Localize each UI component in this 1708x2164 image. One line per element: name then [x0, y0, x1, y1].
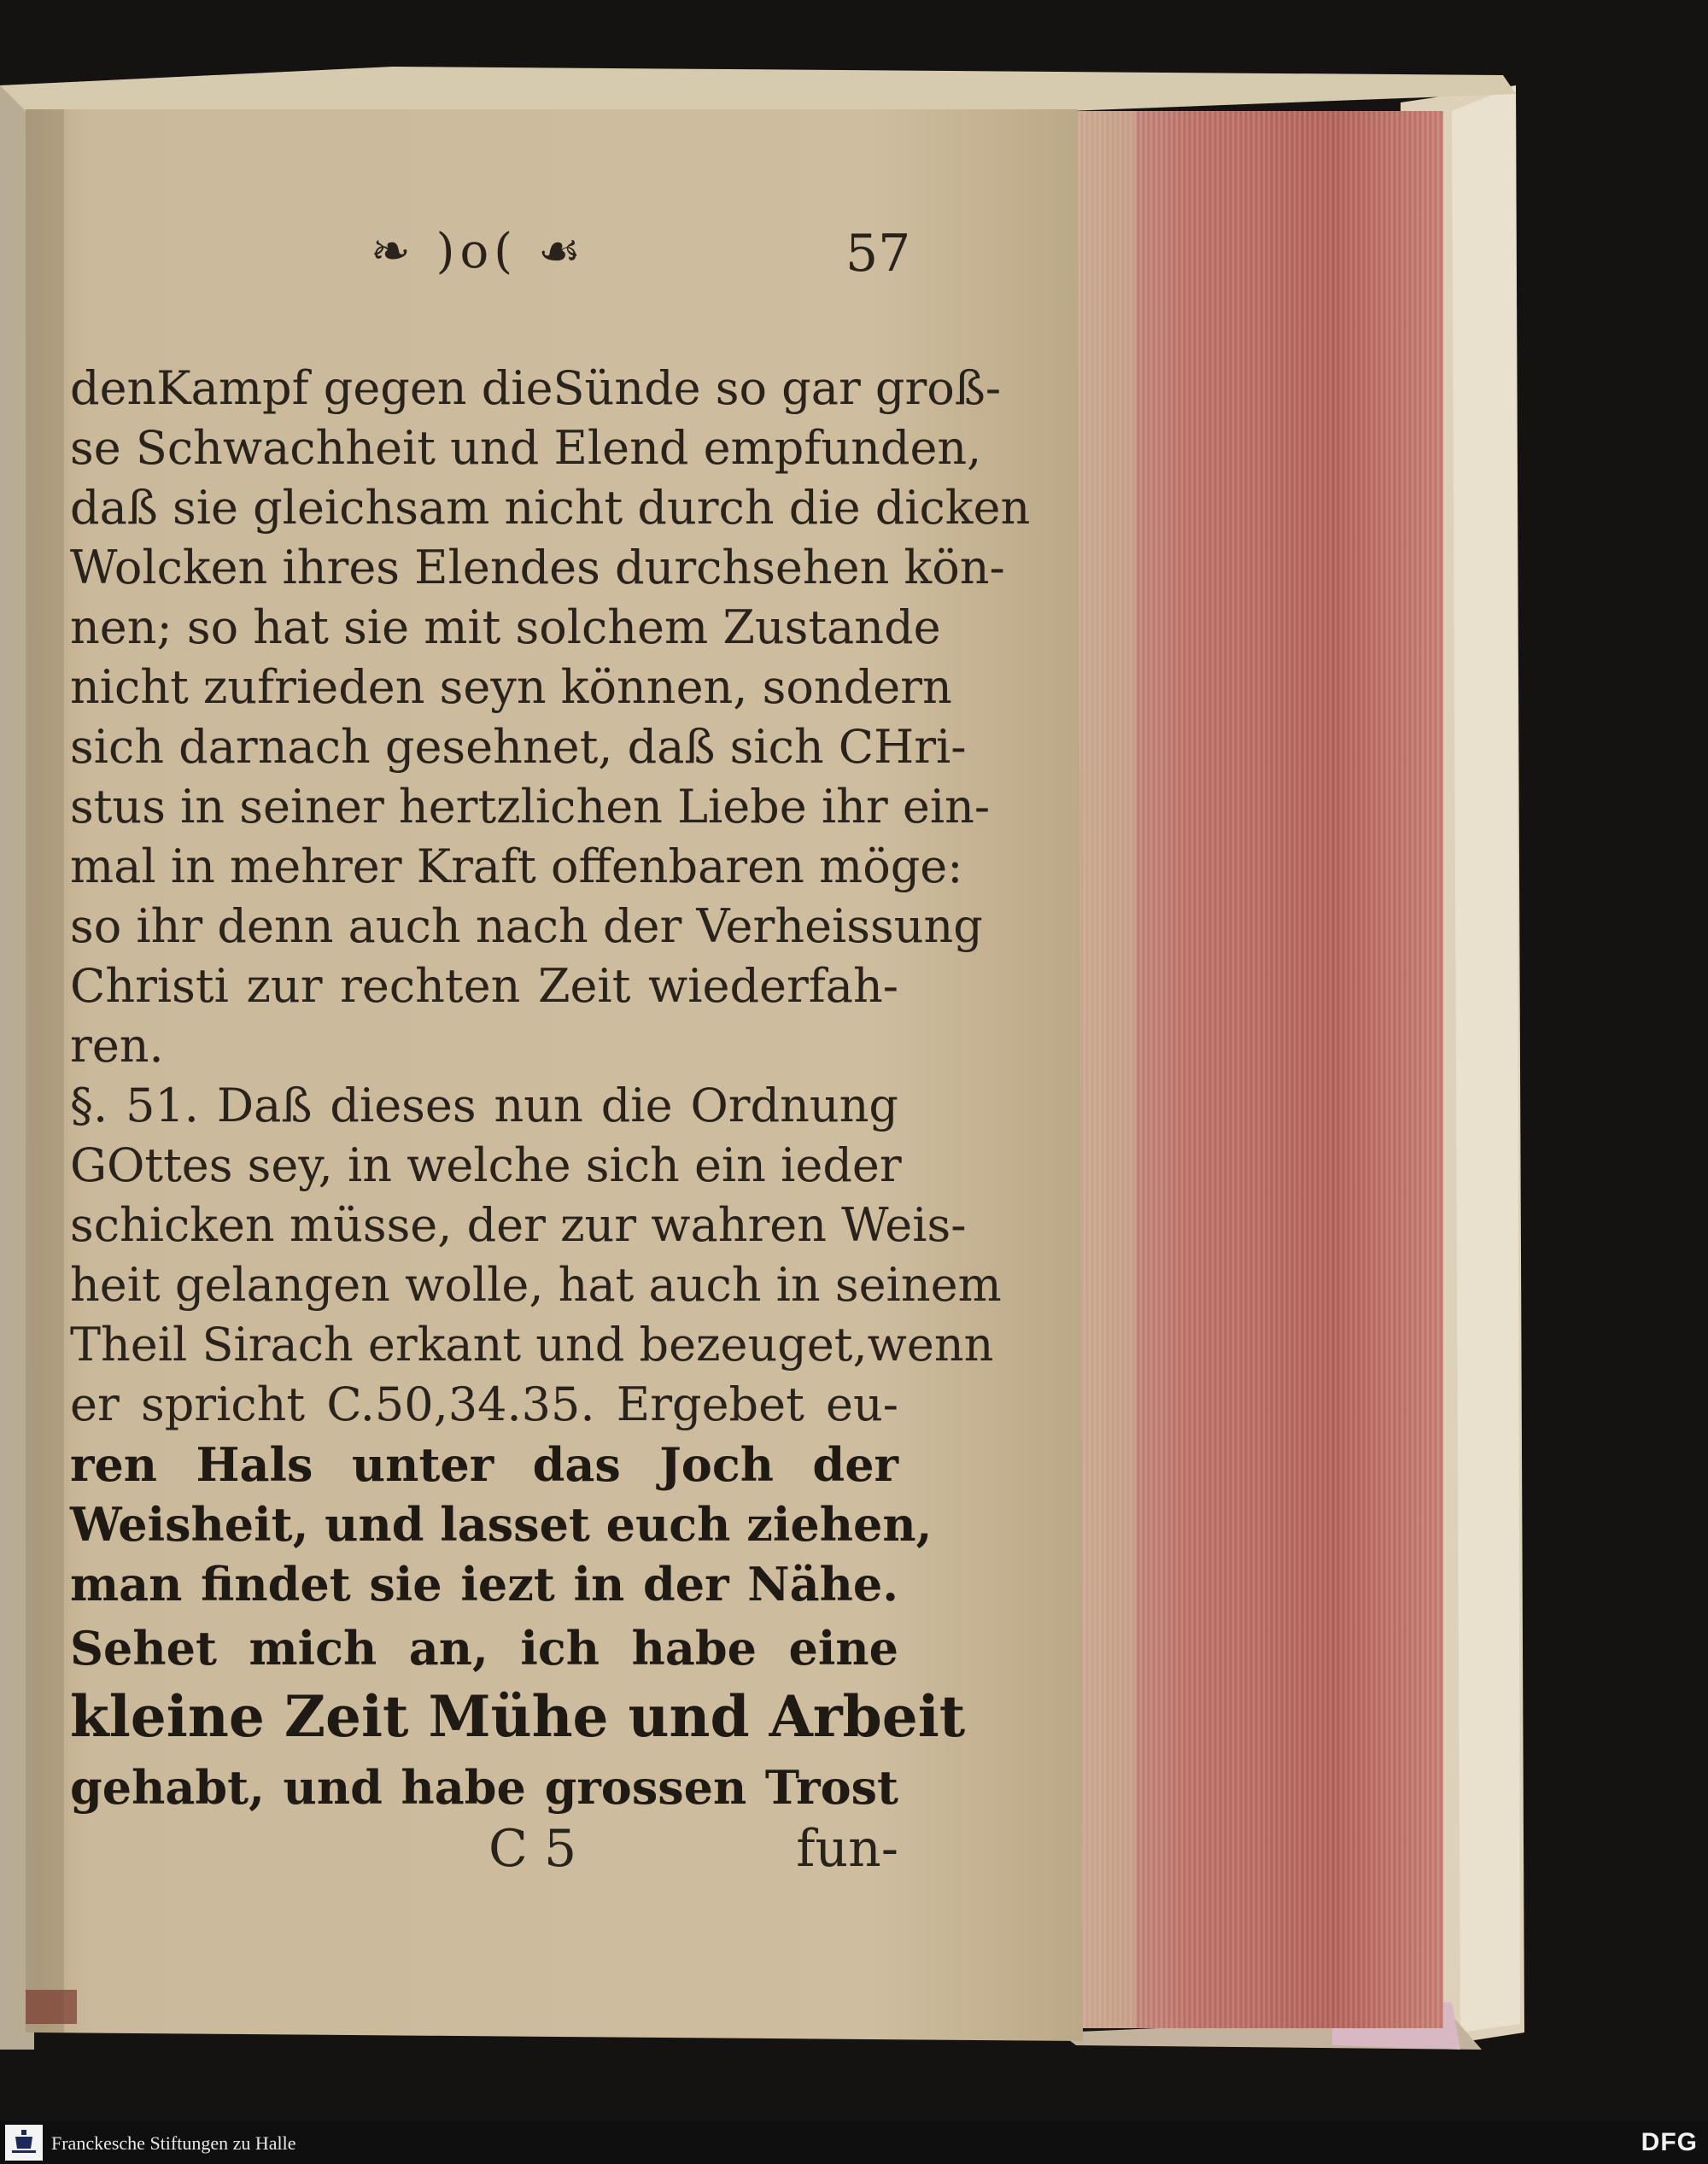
text-line: GOttes sey, in welche sich ein ieder [70, 1138, 902, 1192]
text-line: sich darnach gesehnet, daß sich CHri- [70, 720, 967, 774]
text-line: denKampf gegen dieSünde so gar groß- [70, 361, 1002, 415]
page-footer-row [70, 1819, 898, 1887]
institution-logo-icon [5, 2125, 43, 2161]
quote-line: gehabt, und habe grossen Trost [70, 1760, 898, 1815]
text-line: heit gelangen wolle, hat auch in seinem [70, 1258, 1002, 1312]
text-line: Wolcken ihres Elendes durchsehen kön- [70, 541, 1005, 594]
text-line: stus in seiner hertzlichen Liebe ihr ein- [70, 780, 991, 833]
quote-line: Weisheit, und lasset euch ziehen, [70, 1497, 933, 1552]
quote-line: Sehet mich an, ich habe eine [70, 1621, 898, 1676]
footer-bar [0, 2121, 1708, 2164]
catchword: fun- [796, 1819, 898, 1879]
section-heading-line: §. 51. Daß dieses nun die Ordnung [70, 1079, 898, 1132]
text-line: ren. [70, 1019, 164, 1073]
signature-mark: C 5 [488, 1819, 577, 1879]
text-line: daß sie gleichsam nicht durch die dicken [70, 481, 1031, 535]
text-line: schicken müsse, der zur wahren Weis- [70, 1198, 967, 1252]
running-head: ❧ )o( ☙ [370, 224, 587, 279]
quote-line: ren Hals unter das Joch der [70, 1437, 898, 1492]
text-line: so ihr denn auch nach der Verheissung [70, 899, 983, 953]
quote-line: man findet sie iezt in der Nähe. [70, 1557, 898, 1611]
text-line: er spricht C.50,34.35. Ergebet eu- [70, 1377, 898, 1431]
footer-label: Franckesche Stiftungen zu Halle [51, 2132, 296, 2154]
text-line: nen; so hat sie mit solchem Zustande [70, 600, 941, 654]
text-line: mal in mehrer Kraft offenbaren möge: [70, 839, 963, 893]
text-line: nicht zufrieden seyn können, sondern [70, 660, 952, 714]
quote-line: kleine Zeit Mühe und Arbeit [70, 1683, 966, 1750]
text-line: Theil Sirach erkant und bezeuget,wenn [70, 1318, 994, 1372]
page-number: 57 [845, 224, 911, 284]
dfg-logo: DFG [1641, 2128, 1698, 2156]
text-line: se Schwachheit und Elend empfunden, [70, 421, 982, 475]
text-line: Christi zur rechten Zeit wiederfah- [70, 959, 898, 1013]
